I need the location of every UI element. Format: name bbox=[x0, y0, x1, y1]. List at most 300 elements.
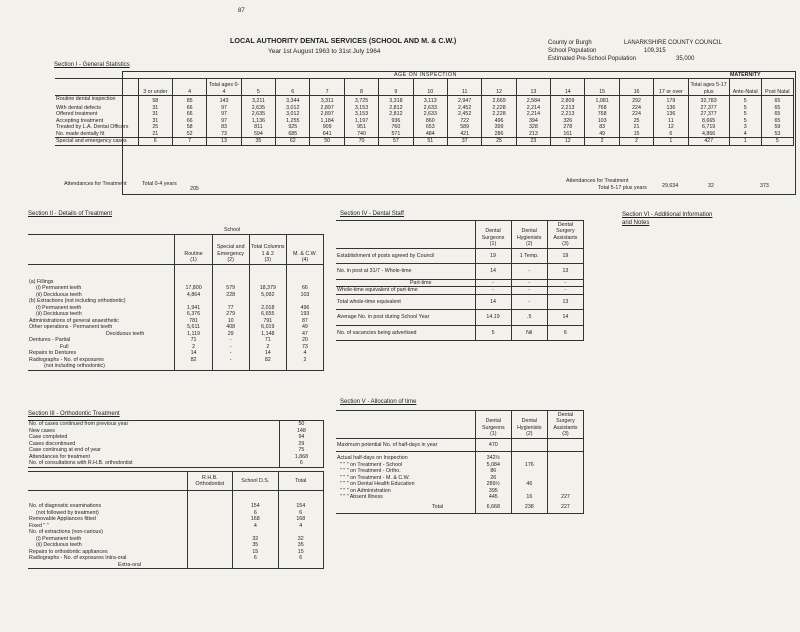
row-label: " " " on Administration bbox=[336, 488, 475, 495]
table-cell: 1 bbox=[654, 138, 688, 146]
table-cell: 62 bbox=[276, 138, 310, 146]
table-cell: 722 bbox=[447, 118, 481, 125]
table-cell: 53 bbox=[761, 131, 793, 138]
section-2-table bbox=[28, 234, 324, 371]
header-row bbox=[336, 221, 584, 242]
corner-cell bbox=[336, 241, 475, 248]
table-cell: 50 bbox=[279, 421, 323, 428]
table-cell: 791 bbox=[249, 318, 286, 325]
column-header: Dental Hygienists bbox=[511, 411, 547, 432]
section-6-subtitle: and Notes bbox=[622, 220, 650, 226]
table-cell: 227 bbox=[547, 494, 583, 501]
table-cell: 6,376 bbox=[175, 311, 212, 318]
table-row bbox=[28, 363, 324, 370]
table-cell: - bbox=[511, 287, 547, 295]
row-label: Full bbox=[28, 344, 175, 351]
number-row bbox=[336, 241, 584, 248]
table-cell bbox=[212, 264, 249, 285]
section-3-title: Section III - Orthodontic Treatment bbox=[28, 411, 120, 417]
table-cell bbox=[187, 491, 232, 510]
table-cell: 3,012 bbox=[276, 105, 310, 112]
header-row bbox=[28, 472, 324, 491]
table-cell: - bbox=[212, 344, 249, 351]
table-cell bbox=[187, 562, 232, 569]
table-cell: 2,635 bbox=[241, 111, 275, 118]
school-heading: School bbox=[224, 227, 241, 233]
table-cell: 5,611 bbox=[175, 324, 212, 331]
table-cell: 73 bbox=[286, 344, 323, 351]
column-header: Dental Surgery Assistants bbox=[547, 411, 583, 432]
table-cell: 1,184 bbox=[310, 118, 344, 125]
section-3-table bbox=[28, 471, 324, 569]
column-header: 16 bbox=[619, 79, 653, 96]
table-row bbox=[55, 131, 794, 138]
table-cell: 66 bbox=[172, 111, 206, 118]
table-cell: 154 bbox=[233, 491, 278, 510]
table-cell: 19 bbox=[547, 248, 583, 264]
column-header: 15 bbox=[585, 79, 619, 96]
row-label: Removable Appliances fitted bbox=[28, 516, 187, 523]
row-label: (a) Fillings bbox=[28, 264, 175, 285]
table-cell: 3,153 bbox=[344, 105, 378, 112]
table-row bbox=[55, 138, 794, 146]
table-cell: 18,379 bbox=[249, 285, 286, 292]
row-label: (i) Permanent teeth bbox=[28, 536, 187, 543]
table-cell bbox=[278, 562, 323, 569]
section-4-title: Section IV - Dental Staff bbox=[340, 211, 404, 217]
table-cell: 2 bbox=[249, 344, 286, 351]
table-cell: 2,452 bbox=[447, 111, 481, 118]
table-cell: 470 bbox=[475, 438, 511, 452]
table-cell: 342½ bbox=[475, 452, 511, 462]
row-label: No. made dentally fit bbox=[55, 131, 138, 138]
table-cell: 445 bbox=[475, 494, 511, 501]
table-cell bbox=[547, 438, 583, 452]
table-cell: 103 bbox=[286, 292, 323, 299]
table-row bbox=[336, 264, 584, 280]
table-cell bbox=[212, 363, 249, 370]
table-cell: 5 bbox=[761, 138, 793, 146]
table-cell: 2,214 bbox=[516, 105, 550, 112]
column-number: (1) bbox=[175, 257, 212, 264]
table-cell: 6 bbox=[138, 138, 172, 146]
column-header: Dental Surgeons bbox=[475, 221, 511, 242]
maternity-heading: MATERNITY bbox=[730, 72, 761, 78]
table-cell: 25 bbox=[619, 118, 653, 125]
table-cell: 286 bbox=[482, 131, 516, 138]
row-label: (b) Extractions (not including orthodontic) bbox=[28, 298, 175, 305]
row-label: No. in post at 31/7 - Whole-time bbox=[336, 264, 475, 280]
table-cell: 15 bbox=[278, 549, 323, 556]
table-cell: 2,812 bbox=[379, 105, 413, 112]
table-row bbox=[336, 501, 584, 514]
attendances-04-value: 205 bbox=[190, 186, 199, 192]
column-header: Total bbox=[278, 472, 323, 491]
table-cell: 52 bbox=[172, 131, 206, 138]
column-header: Total Columns 1 & 2 bbox=[249, 235, 286, 258]
table-cell: 65 bbox=[761, 111, 793, 118]
section-3-top-table bbox=[28, 420, 324, 468]
table-cell: 12 bbox=[654, 124, 688, 131]
table-cell: 6 bbox=[278, 555, 323, 562]
table-cell: 193 bbox=[286, 311, 323, 318]
table-cell: 66 bbox=[172, 118, 206, 125]
table-cell: 32 bbox=[233, 536, 278, 543]
table-cell: 2 bbox=[175, 344, 212, 351]
row-label: (i) Permanent teeth bbox=[28, 285, 175, 292]
table-cell: 14 bbox=[475, 294, 511, 310]
column-header: Dental Surgeons bbox=[475, 411, 511, 432]
table-cell: 2,633 bbox=[413, 105, 447, 112]
row-label: No. of extractions (non-carious) bbox=[28, 529, 187, 536]
table-row bbox=[55, 96, 794, 105]
table-cell: 2,897 bbox=[310, 111, 344, 118]
section-1-table bbox=[55, 78, 794, 146]
table-row bbox=[28, 264, 324, 285]
table-row bbox=[28, 491, 324, 510]
table-cell: 653 bbox=[413, 124, 447, 131]
table-cell: 2,213 bbox=[551, 105, 585, 112]
column-header: Dental Surgery Assistants bbox=[547, 221, 583, 242]
table-cell: 5,092 bbox=[249, 292, 286, 299]
table-cell: 2 bbox=[585, 138, 619, 146]
table-cell: 14.19 bbox=[475, 310, 511, 326]
column-number: (3) bbox=[547, 241, 583, 248]
table-cell: - bbox=[511, 294, 547, 310]
table-cell: 168 bbox=[278, 516, 323, 523]
table-cell: 136 bbox=[654, 105, 688, 112]
table-cell: 2,228 bbox=[482, 105, 516, 112]
table-cell: 2,897 bbox=[310, 105, 344, 112]
table-cell bbox=[547, 452, 583, 462]
column-header: 3 or under bbox=[138, 79, 172, 96]
corner-cell bbox=[28, 257, 175, 264]
table-cell bbox=[175, 363, 212, 370]
table-cell: 811 bbox=[241, 124, 275, 131]
table-cell: 594 bbox=[241, 131, 275, 138]
table-cell: 4,866 bbox=[688, 131, 729, 138]
county-value: LANARKSHIRE COUNTY COUNCIL bbox=[624, 40, 722, 46]
table-row bbox=[336, 438, 584, 452]
table-cell: 936 bbox=[379, 118, 413, 125]
table-cell: 20 bbox=[286, 337, 323, 344]
table-cell: 326 bbox=[551, 118, 585, 125]
preschool-population-label: Estimated Pre-School Population bbox=[548, 56, 637, 62]
row-label: Whole-time equivalent of part-time bbox=[336, 287, 475, 295]
table-cell: 2 bbox=[619, 138, 653, 146]
table-cell: 6,655 bbox=[249, 311, 286, 318]
table-cell: - bbox=[547, 287, 583, 295]
row-label: Repairs to Dentures bbox=[28, 350, 175, 357]
table-cell: 35 bbox=[278, 542, 323, 549]
table-cell: 2,018 bbox=[249, 305, 286, 312]
table-cell: 1,255 bbox=[276, 118, 310, 125]
row-label: Offered treatment bbox=[55, 111, 138, 118]
table-cell: 94 bbox=[279, 434, 323, 441]
table-cell: 5 bbox=[729, 118, 761, 125]
table-row bbox=[336, 452, 584, 462]
row-label: Attendances for treatment bbox=[28, 454, 279, 461]
table-cell: 2,584 bbox=[516, 96, 550, 105]
column-header: 14 bbox=[551, 79, 585, 96]
row-label: Actual half-days on Inspection bbox=[336, 452, 475, 462]
table-cell bbox=[249, 363, 286, 370]
table-cell: 224 bbox=[619, 105, 653, 112]
table-cell: 65 bbox=[761, 96, 793, 105]
table-cell: 82 bbox=[249, 357, 286, 364]
row-label: Case completed bbox=[28, 434, 279, 441]
attendances-04-label: Attendances for Treatment bbox=[64, 181, 127, 187]
table-cell bbox=[249, 264, 286, 285]
table-cell: 154 bbox=[278, 491, 323, 510]
column-header: Routine bbox=[175, 235, 212, 258]
column-header: 4 bbox=[172, 79, 206, 96]
table-cell: 2,633 bbox=[413, 111, 447, 118]
corner-cell bbox=[55, 79, 138, 96]
column-header: R.H.B. Orthodontist bbox=[187, 472, 232, 491]
table-cell: 6,019 bbox=[249, 324, 286, 331]
table-cell: 85 bbox=[172, 96, 206, 105]
table-cell: 17,800 bbox=[175, 285, 212, 292]
attendances-04-sub: Total 0-4 years bbox=[142, 181, 177, 187]
table-cell: 32,783 bbox=[688, 96, 729, 105]
attendances-ante-value: 32 bbox=[708, 183, 714, 189]
table-cell: - bbox=[212, 357, 249, 364]
table-cell: 31 bbox=[138, 111, 172, 118]
table-cell: 571 bbox=[379, 131, 413, 138]
table-cell: 2,214 bbox=[516, 111, 550, 118]
table-cell: 484 bbox=[413, 131, 447, 138]
table-cell: 278 bbox=[551, 124, 585, 131]
row-label: Radiographs - No. of exposures bbox=[28, 357, 175, 364]
table-cell: 97 bbox=[207, 118, 241, 125]
table-cell: 4 bbox=[278, 523, 323, 530]
table-cell: 13 bbox=[547, 294, 583, 310]
number-row bbox=[336, 431, 584, 438]
corner-cell bbox=[28, 235, 175, 258]
table-cell: 143 bbox=[207, 96, 241, 105]
table-cell: 27,377 bbox=[688, 105, 729, 112]
table-cell: 10 bbox=[212, 318, 249, 325]
table-cell: 15 bbox=[233, 549, 278, 556]
table-cell: 5 bbox=[729, 111, 761, 118]
table-cell: 3,211 bbox=[241, 96, 275, 105]
column-header: 17 or over bbox=[654, 79, 688, 96]
county-label: County or Burgh bbox=[548, 40, 592, 46]
table-cell: 2,452 bbox=[447, 105, 481, 112]
row-label: No. of consultations with R.H.B. orthodontist bbox=[28, 460, 279, 467]
table-cell: 6 bbox=[233, 510, 278, 517]
table-cell: 685 bbox=[276, 131, 310, 138]
table-cell: 148 bbox=[279, 428, 323, 435]
table-cell: 70 bbox=[344, 138, 378, 146]
table-cell: 161 bbox=[551, 131, 585, 138]
table-cell: 3,153 bbox=[344, 111, 378, 118]
table-cell: 1,136 bbox=[241, 118, 275, 125]
table-cell: 5 bbox=[475, 325, 511, 341]
row-label: Cases discontinued bbox=[28, 441, 279, 448]
table-cell: 50 bbox=[310, 138, 344, 146]
school-population-value: 109,315 bbox=[644, 48, 666, 54]
column-header: Special and Emergency bbox=[212, 235, 249, 258]
table-cell: 496 bbox=[286, 305, 323, 312]
table-cell: 25 bbox=[138, 124, 172, 131]
attendances-517-value: 29,634 bbox=[662, 183, 679, 189]
table-row bbox=[28, 562, 324, 569]
table-cell: 3,012 bbox=[276, 111, 310, 118]
school-population-label: School Population bbox=[548, 48, 597, 54]
table-cell: 2,213 bbox=[551, 111, 585, 118]
table-cell bbox=[286, 363, 323, 370]
table-cell: - bbox=[212, 337, 249, 344]
column-header: 7 bbox=[310, 79, 344, 96]
table-cell: 228 bbox=[212, 292, 249, 299]
table-cell: 29 bbox=[279, 441, 323, 448]
table-cell bbox=[233, 562, 278, 569]
table-cell: 179 bbox=[654, 96, 688, 105]
table-cell: 6 bbox=[654, 131, 688, 138]
number-row bbox=[28, 257, 324, 264]
table-cell: 279 bbox=[212, 311, 249, 318]
table-cell: 328 bbox=[516, 124, 550, 131]
table-cell: 292 bbox=[619, 96, 653, 105]
table-cell: 75 bbox=[279, 447, 323, 454]
table-row bbox=[336, 325, 584, 341]
row-label: No. of diagnostic examinations bbox=[28, 491, 187, 510]
row-label: (not including orthodontic) bbox=[28, 363, 175, 370]
table-row bbox=[336, 310, 584, 326]
table-cell: .5 bbox=[511, 310, 547, 326]
table-cell: - bbox=[547, 279, 583, 287]
table-cell: 1,081 bbox=[585, 96, 619, 105]
row-label: Establishment of posts agreed by Council bbox=[336, 248, 475, 264]
section-5-title: Section V - Allocation of time bbox=[340, 399, 417, 405]
table-cell: 83 bbox=[207, 124, 241, 131]
table-cell: 37 bbox=[447, 138, 481, 146]
table-cell: 760 bbox=[379, 124, 413, 131]
table-cell: 5,084 bbox=[475, 462, 511, 469]
row-label: Total whole-time equivalent bbox=[336, 294, 475, 310]
row-label: " " " Absent Illness bbox=[336, 494, 475, 501]
table-cell: - bbox=[475, 287, 511, 295]
table-cell: 87 bbox=[286, 318, 323, 325]
table-cell: 5 bbox=[729, 96, 761, 105]
table-cell: 23 bbox=[516, 138, 550, 146]
preschool-population-value: 35,000 bbox=[676, 56, 695, 62]
table-cell: 781 bbox=[175, 318, 212, 325]
table-cell: 97 bbox=[207, 105, 241, 112]
column-header: Total ages 5-17 plus bbox=[688, 79, 729, 96]
table-cell: 32 bbox=[278, 536, 323, 543]
row-label: (ii) Deciduous teeth bbox=[28, 311, 175, 318]
table-cell: 65 bbox=[761, 118, 793, 125]
table-cell: 57 bbox=[379, 138, 413, 146]
table-cell: 26 bbox=[475, 475, 511, 482]
table-cell: 3 bbox=[729, 124, 761, 131]
table-cell: 82 bbox=[175, 357, 212, 364]
table-cell: 21 bbox=[138, 131, 172, 138]
table-cell: 1 bbox=[729, 138, 761, 146]
section-6-title: Section VI - Additional Information bbox=[622, 212, 713, 218]
table-cell: 13 bbox=[547, 264, 583, 280]
table-cell: 4,864 bbox=[175, 292, 212, 299]
table-cell: 73 bbox=[207, 131, 241, 138]
table-cell: 176 bbox=[511, 462, 547, 469]
table-cell: 395 bbox=[475, 488, 511, 495]
table-cell: 49 bbox=[286, 324, 323, 331]
table-cell: 399 bbox=[482, 124, 516, 131]
table-cell: 579 bbox=[212, 285, 249, 292]
header-row bbox=[336, 411, 584, 432]
table-row bbox=[28, 460, 324, 467]
row-label: Radiographs - No. of exposures Intra-oral bbox=[28, 555, 187, 562]
table-cell: 66 bbox=[172, 105, 206, 112]
table-cell: 2,947 bbox=[447, 96, 481, 105]
row-label: No. of cases continued from previous year bbox=[28, 421, 279, 428]
table-cell: 31 bbox=[138, 118, 172, 125]
row-label: Dentures - Partial bbox=[28, 337, 175, 344]
table-cell: 6,719 bbox=[688, 124, 729, 131]
attendances-post-value: 373 bbox=[760, 183, 769, 189]
row-label: With dental defects bbox=[55, 105, 138, 112]
table-cell: 8,665 bbox=[688, 118, 729, 125]
column-number: (2) bbox=[212, 257, 249, 264]
table-cell: 168 bbox=[233, 516, 278, 523]
table-cell: 6 bbox=[279, 460, 323, 467]
table-row bbox=[28, 421, 324, 428]
column-header: M. & C.W. bbox=[286, 235, 323, 258]
row-label: Routine dental inspection bbox=[55, 96, 138, 105]
table-cell: 71 bbox=[249, 337, 286, 344]
table-cell: 2,228 bbox=[482, 111, 516, 118]
column-header: School D.S. bbox=[233, 472, 278, 491]
table-cell: Nil bbox=[511, 325, 547, 341]
header-row bbox=[28, 235, 324, 258]
table-cell: - bbox=[212, 350, 249, 357]
table-cell: 768 bbox=[585, 111, 619, 118]
row-label: " " " on Dental Health Education bbox=[336, 481, 475, 488]
row-label: (ii) Deciduous teeth bbox=[28, 542, 187, 549]
column-header: 12 bbox=[482, 79, 516, 96]
row-label: No. of vacancies being advertised bbox=[336, 325, 475, 341]
table-cell: 421 bbox=[447, 131, 481, 138]
table-cell bbox=[511, 452, 547, 462]
row-label: New cases bbox=[28, 428, 279, 435]
table-cell bbox=[175, 264, 212, 285]
corner-cell bbox=[336, 431, 475, 438]
column-number: (2) bbox=[511, 431, 547, 438]
table-cell: 86 bbox=[475, 468, 511, 475]
row-label: (not followed by treatment) bbox=[28, 510, 187, 517]
column-number: (1) bbox=[475, 241, 511, 248]
column-header: Total ages 0-4 bbox=[207, 79, 241, 96]
table-cell bbox=[511, 438, 547, 452]
section-5-table bbox=[336, 410, 584, 514]
table-cell: 35 bbox=[233, 542, 278, 549]
row-label: Deciduous teeth bbox=[28, 331, 175, 338]
column-header: Dental Hygienists bbox=[511, 221, 547, 242]
table-cell: 21 bbox=[619, 124, 653, 131]
table-cell: 16 bbox=[511, 494, 547, 501]
row-label: Special and emergency cases bbox=[55, 138, 138, 146]
column-header: 5 bbox=[241, 79, 275, 96]
table-cell: 925 bbox=[276, 124, 310, 131]
table-cell: - bbox=[511, 279, 547, 287]
table-cell: 14 bbox=[475, 264, 511, 280]
table-cell: 2,809 bbox=[551, 96, 585, 105]
section-4-table bbox=[336, 220, 584, 341]
row-label: Maximum potential No. of half-days in year bbox=[336, 438, 475, 452]
